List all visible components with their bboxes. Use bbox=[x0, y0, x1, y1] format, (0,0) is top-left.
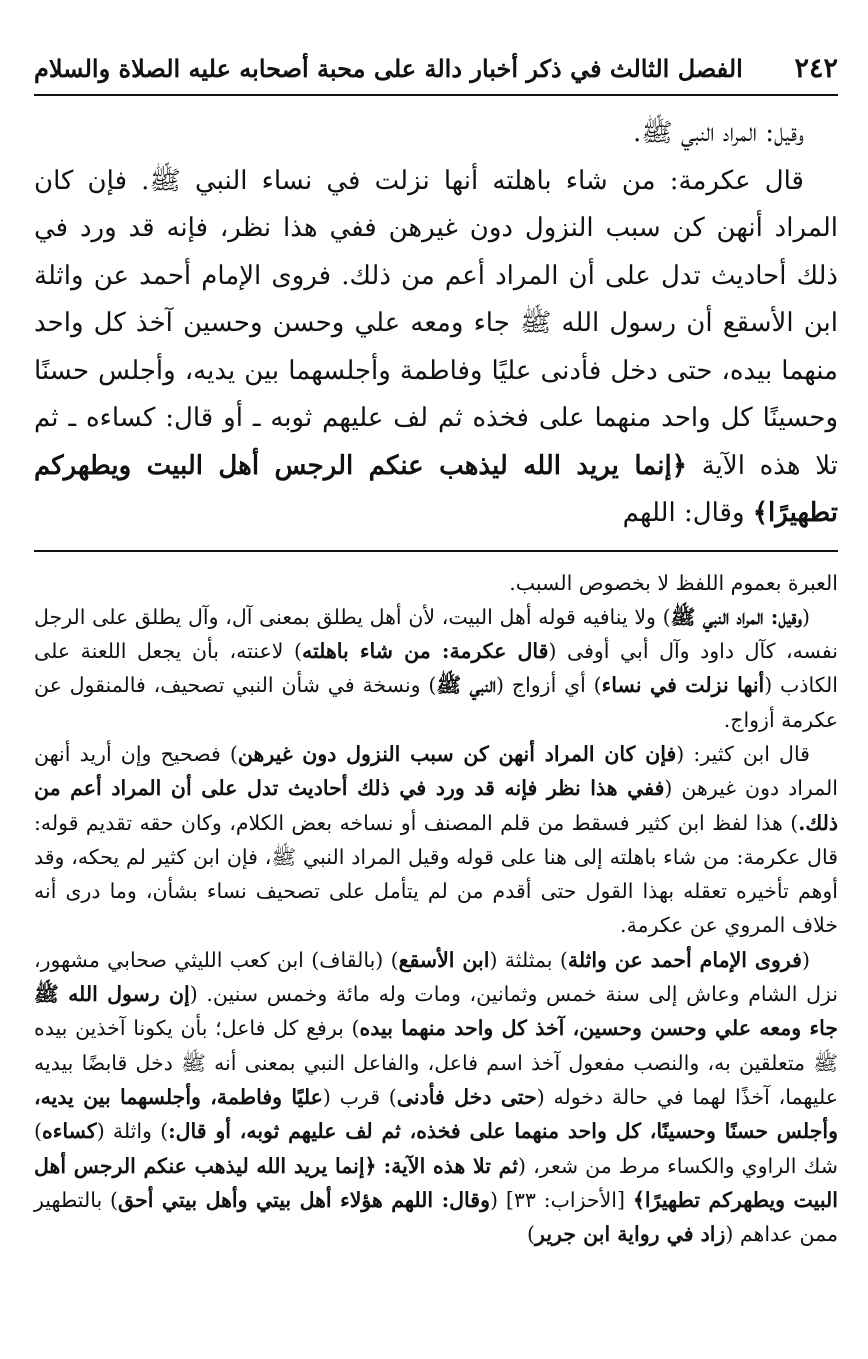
note-text: ) هذا لفظ ابن كثير فسقط من قلم المصنف أو نساخه بعض الكلام، وكان حقه تقديم قوله: قال عكرمة: من شاء باهلته إلى هنا على قوله وقيل المراد النبي ﷺ، فإن ابن كثير لم يحكه، وقد أوهم تأخيره تعقله بهذا القول حتى أقدم من لم يتأمل على تصحيف نساء بشأن، وما درى أنه خلاف المروي عن عكرمة. bbox=[34, 810, 838, 938]
note-bold-text: حتى دخل فأدنى bbox=[396, 1084, 537, 1109]
footnote-divider bbox=[34, 550, 838, 552]
note-bold-text: أنها نزلت في نساء bbox=[601, 673, 765, 698]
note-text: ) شك الراوي والكساء مرط من شعر، ( bbox=[34, 1119, 838, 1178]
quran-verse: ﴿إنما يريد الله ليذهب عنكم الرجس أهل البيت ويطهركم تطهيرًا﴾ bbox=[34, 450, 838, 528]
note-text: قال ابن كثير: ( bbox=[676, 741, 810, 766]
main-paragraph-1: وقيل: المراد النبي ﷺ. bbox=[632, 118, 804, 148]
note-text: ) ونسخة في شأن النبي تصحيف، فالمنقول عن عكرمة أزواج. bbox=[34, 673, 838, 732]
main-text-run: وقال: اللهم bbox=[622, 498, 753, 528]
note-text: ) أي أزواج ( bbox=[496, 673, 602, 698]
note-bold-text: ففي هذا نظر فإنه قد ورد في ذلك أحاديث تدل على أن المراد أعم من ذلك. bbox=[34, 776, 838, 835]
note-bold-text: فإن كان المراد أنهن كن سبب النزول دون غيرهن bbox=[237, 741, 677, 766]
note-text: ) بالتطهير ممن عداهم ( bbox=[34, 1187, 838, 1247]
commentary-notes bbox=[34, 566, 838, 1252]
note-text: ) قرب ( bbox=[322, 1084, 397, 1109]
note-bold-text: ثم تلا هذه الآية: bbox=[383, 1153, 518, 1178]
page-header bbox=[34, 52, 838, 96]
quran-verse: ﴿إنما يريد الله ليذهب عنكم الرجس أهل البيت ويطهركم تطهيرًا﴾ bbox=[34, 1153, 838, 1212]
chapter-title: الفصل الثالث في ذكر أخبار دالة على محبة أصحابه عليه الصلاة والسلام bbox=[34, 54, 743, 83]
note-text: ) واثلة ( bbox=[96, 1119, 169, 1144]
note-bold-text: النبي ﷺ bbox=[436, 673, 497, 698]
note-text: ) (بالقاف) ابن كعب الليثي صحابي مشهور، نزل الشام وعاش إلى سنة خمس وثمانين، ومات وله مائة وخمس سنين. ( bbox=[34, 947, 838, 1007]
main-paragraph-2 bbox=[34, 158, 838, 538]
note-bold-text: قال عكرمة: من شاء باهلته bbox=[301, 639, 549, 664]
page-number: ٢٤٢ bbox=[794, 53, 838, 84]
note-bold-text: وقال: اللهم هؤلاء أهل بيتي وأهل بيتي أحق bbox=[118, 1187, 490, 1212]
main-text bbox=[34, 110, 838, 538]
note-text: ) ولا ينافيه قوله أهل البيت، لأن أهل يطلق بمعنى آل، وآل يطلق على الرجل نفسه، كآل داود وآل أبي أوفى ( bbox=[34, 604, 838, 664]
note-text: [الأحزاب: ٣٣] ( bbox=[490, 1187, 633, 1212]
note-bold-text: عليًا وفاطمة، وأجلسهما بين يديه، وأجلس حسنًا وحسينًا، كل واحد منهما على فخذه، ثم لف عليهم ثوبه، أو قال: bbox=[34, 1084, 838, 1144]
note-paragraph-1: العبرة بعموم اللفظ لا بخصوص السبب. bbox=[509, 570, 838, 595]
note-paragraph-4 bbox=[34, 943, 838, 1252]
note-paragraph-3 bbox=[34, 737, 838, 943]
note-paragraph-2 bbox=[34, 600, 838, 737]
note-text: ) فصحيح وإن أريد أنهن المراد دون غيرهن ( bbox=[34, 741, 839, 801]
note-bold-text: ابن الأسقع bbox=[398, 947, 490, 972]
main-text-run: قال عكرمة: من شاء باهلته أنها نزلت في نساء النبي ﷺ. فإن كان المراد أنهن كن سبب النزول دون غيرهن ففي هذا نظر، فإنه قد ورد في ذلك أحاديث تدل على أن المراد أعم من ذلك. فروى الإمام أحمد عن واثلة ابن الأسقع أن رسول الله ﷺ جاء ومعه علي وحسن وحسين آخذ كل واحد منهما بيده، حتى دخل فأدنى عليًا وفاطمة وأجلسهما بين يديه، وأجلس حسنًا وحسينًا كل واحد منهما على فخذه ثم لف عليهم ثوبه ـ أو قال: كساءه ـ ثم تلا هذه الآية bbox=[34, 165, 838, 481]
note-bold-text: زاد في رواية ابن جرير bbox=[535, 1222, 726, 1247]
note-text: ) bbox=[527, 1222, 536, 1247]
note-bold-text: كساءه bbox=[42, 1119, 97, 1144]
note-text: ) برفع كل فاعل؛ بأن يكونا آخذين بيده ﷺ متعلقين به، والنصب مفعول آخذ اسم فاعل، والفاعل النبي بمعنى أنه ﷺ دخل قابضًا بيديه عليهما، آخذًا لهما في حالة دخوله ( bbox=[34, 1016, 838, 1109]
note-text: ) بمثلثة ( bbox=[489, 947, 568, 972]
note-bold-text: فروى الإمام أحمد عن واثلة bbox=[567, 947, 802, 972]
note-bold-text: وقيل: المراد النبي ﷺ bbox=[670, 604, 802, 629]
note-text: ) لاعنته، بأن يجعل اللعنة على الكاذب ( bbox=[34, 639, 838, 698]
note-text: ( bbox=[802, 604, 810, 629]
note-bold-text: إن رسول الله ﷺ جاء ومعه علي وحسن وحسين، آخذ كل واحد منهما بيده bbox=[34, 982, 839, 1041]
note-text: ( bbox=[802, 947, 810, 972]
